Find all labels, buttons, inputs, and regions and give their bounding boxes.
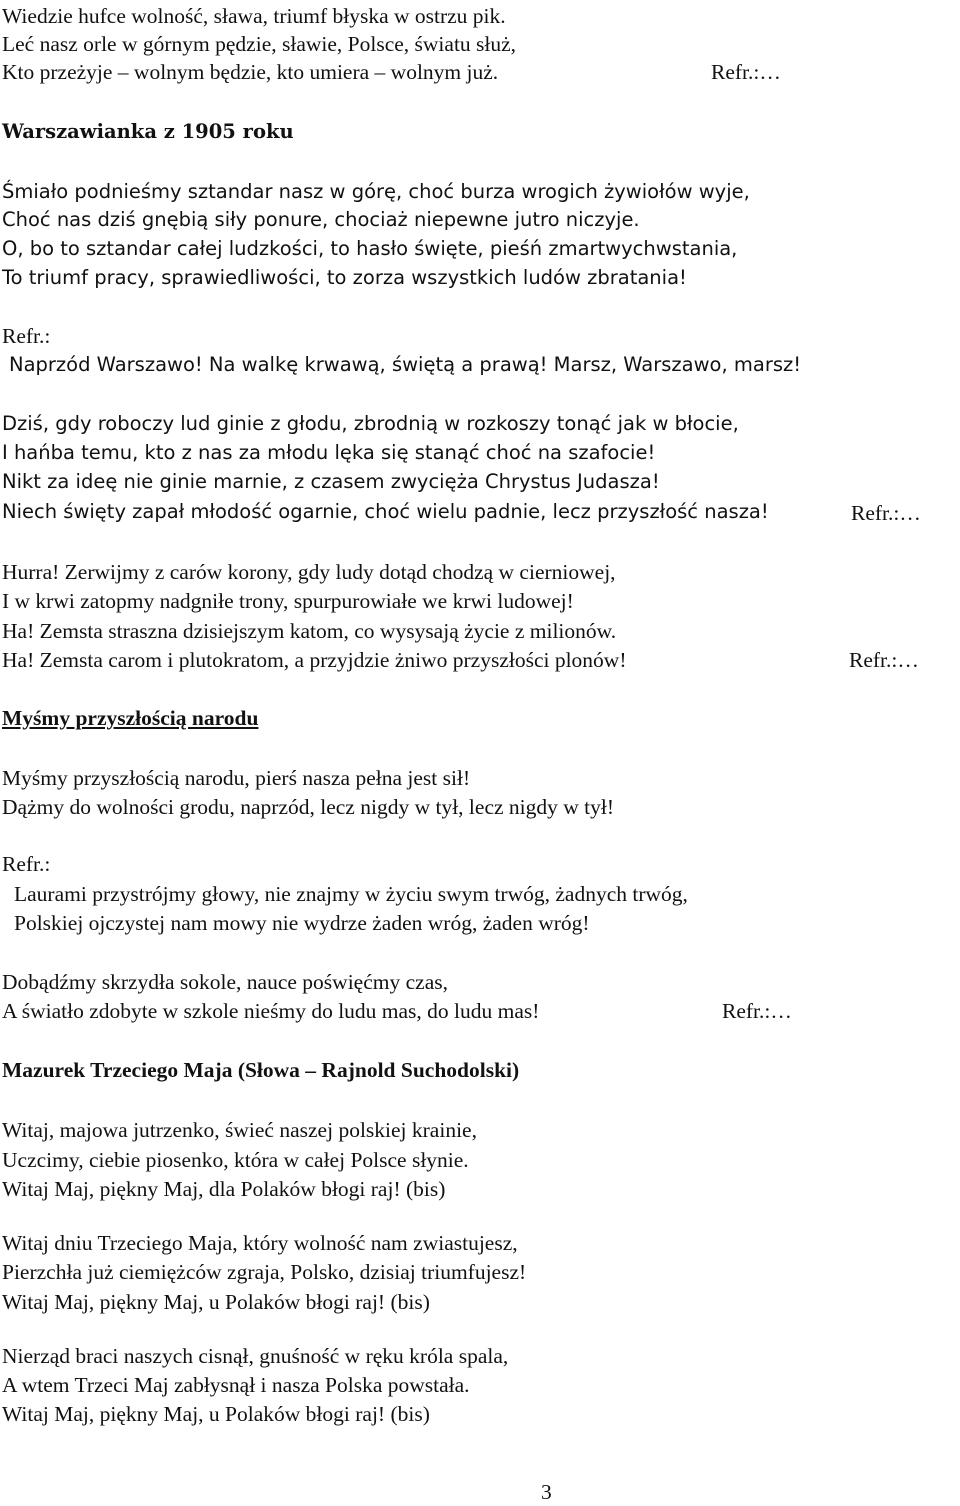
refrain-line: Laurami przystrójmy głowy, nie znajmy w życiu swym trwóg, żadnych trwóg,: [14, 882, 688, 906]
verse-line: Uczcimy, ciebie piosenko, która w całej Polsce słynie.: [2, 1148, 469, 1172]
verse-line: Witaj, majowa jutrzenko, świeć naszej polskiej krainie,: [2, 1118, 477, 1142]
verse-line: Leć nasz orle w górnym pędzie, sławie, Polsce, światu służ,: [2, 32, 517, 56]
refrain-marker: Refr.:…: [849, 648, 919, 672]
verse-line: Ha! Zemsta carom i plutokratom, a przyjdzie żniwo przyszłości plonów!: [2, 648, 627, 672]
song-title: Myśmy przyszłością narodu: [2, 706, 259, 730]
verse-line: Ha! Zemsta straszna dzisiejszym katom, co wysysają życie z milionów.: [2, 619, 617, 643]
verse-line: Dążmy do wolności grodu, naprzód, lecz nigdy w tył, lecz nigdy w tył!: [2, 795, 615, 819]
verse-line: Witaj dniu Trzeciego Maja, który wolność nam zwiastujesz,: [2, 1231, 518, 1255]
verse-line: Witaj Maj, piękny Maj, u Polaków błogi raj! (bis): [2, 1290, 430, 1314]
verse-line: Nikt za ideę nie ginie marnie, z czasem zwycięża Chrystus Judasza!: [2, 470, 660, 493]
verse-line: Śmiało podnieśmy sztandar nasz w górę, choć burza wrogich żywiołów wyje,: [2, 180, 750, 203]
refrain-marker: Refr.:…: [722, 999, 792, 1023]
verse-line: Witaj Maj, piękny Maj, dla Polaków błogi raj! (bis): [2, 1177, 446, 1201]
verse-line: Hurra! Zerwijmy z carów korony, gdy ludy dotąd chodzą w cierniowej,: [2, 560, 616, 584]
refrain-line: Polskiej ojczystej nam mowy nie wydrze żaden wróg, żaden wróg!: [14, 911, 590, 935]
refrain-marker: Refr.:…: [711, 60, 781, 84]
verse-line: Dziś, gdy roboczy lud ginie z głodu, zbrodnią w rozkoszy tonąć jak w błocie,: [2, 412, 739, 435]
verse-line: A światło zdobyte w szkole nieśmy do ludu mas, do ludu mas!: [2, 999, 540, 1023]
verse-line: Wiedzie hufce wolność, sława, triumf błyska w ostrzu pik.: [2, 4, 506, 28]
verse-line: To triumf pracy, sprawiedliwości, to zorza wszystkich ludów zbratania!: [2, 266, 687, 289]
refrain-marker: Refr.:…: [851, 501, 921, 525]
song-title: Mazurek Trzeciego Maja (Słowa – Rajnold Suchodolski): [2, 1058, 520, 1082]
verse-line: Kto przeżyje – wolnym będzie, kto umiera – wolnym już.: [2, 60, 499, 84]
verse-line: Myśmy przyszłością narodu, pierś nasza pełna jest sił!: [2, 766, 471, 790]
refrain-line: Naprzód Warszawo! Na walkę krwawą, świętą a prawą! Marsz, Warszawo, marsz!: [9, 353, 802, 376]
verse-line: Niech święty zapał młodość ogarnie, choć wielu padnie, lecz przyszłość nasza!: [2, 500, 769, 523]
refrain-label: Refr.:: [2, 852, 51, 876]
verse-line: O, bo to sztandar całej ludzkości, to hasło święte, pieśń zmartwychwstania,: [2, 237, 738, 260]
verse-line: Pierzchła już ciemiężców zgraja, Polsko, dzisiaj triumfujesz!: [2, 1260, 527, 1284]
refrain-label: Refr.:: [2, 324, 51, 348]
song-title: Warszawianka z 1905 roku: [2, 120, 294, 143]
verse-line: A wtem Trzeci Maj zabłysnął i nasza Polska powstała.: [2, 1373, 470, 1397]
verse-line: I hańba temu, kto z nas za młodu lęka się stanąć choć na szafocie!: [2, 441, 656, 464]
verse-line: Nierząd braci naszych cisnął, gnuśność w ręku króla spala,: [2, 1344, 509, 1368]
verse-line: Witaj Maj, piękny Maj, u Polaków błogi raj! (bis): [2, 1402, 430, 1426]
verse-line: Dobądźmy skrzydła sokole, nauce poświęćmy czas,: [2, 970, 448, 994]
page-number: 3: [541, 1480, 552, 1504]
verse-line: Choć nas dziś gnębią siły ponure, chociaż niepewne jutro niczyje.: [2, 208, 640, 231]
verse-line: I w krwi zatopmy nadgniłe trony, spurpurowiałe we krwi ludowej!: [2, 589, 574, 613]
